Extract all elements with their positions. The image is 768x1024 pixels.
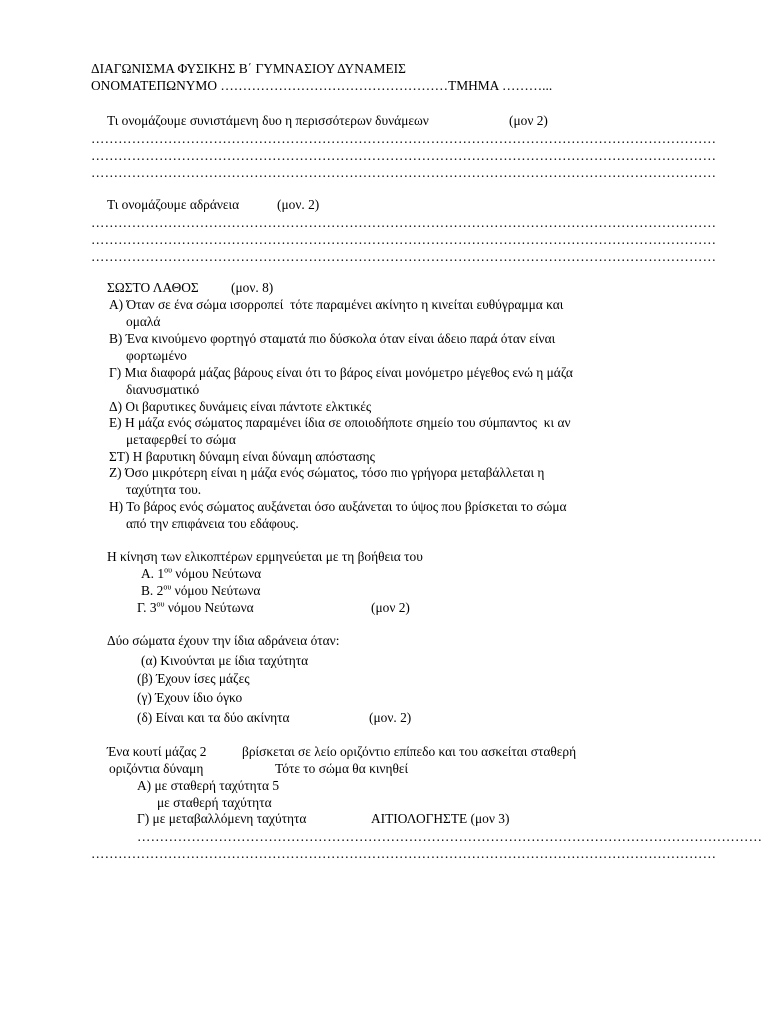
q4-option-a: Α. $1^{o\upsilon}$ νόμου Νεύτωνα — [141, 565, 262, 581]
answer-line-q1-3[interactable]: ………………………………………………………………………………………………………………………… — [91, 165, 717, 180]
question-6-justify: ΑΙΤΙΟΛΟΓΗΣΤΕ (μον 3) — [371, 811, 510, 826]
name-field[interactable]: …………………………………………… — [220, 78, 449, 93]
tf-item-h-cont: από την επιφάνεια του εδάφους. — [126, 516, 299, 531]
question-6-line-2b: Τότε το σώμα θα κινηθεί — [275, 761, 409, 776]
question-1-text: Τι ονομάζουμε συνιστάμενη δυο η περισσότερων δυνάμεων — [107, 113, 429, 128]
q5-option-c: (γ) Έχουν ίδιο όγκο — [137, 690, 243, 705]
section-field[interactable]: ………... — [501, 78, 553, 93]
q4-option-c: Γ. $3^{o\upsilon}$ νόμου Νεύτωνα — [137, 599, 254, 615]
question-4-text: Η κίνηση των ελικοπτέρων ερμηνεύεται με τη βοήθεια του — [107, 549, 423, 564]
answer-line-q2-1[interactable]: ………………………………………………………………………………………………………………………… — [91, 215, 717, 230]
q4-option-b: Β. $2^{o\upsilon}$ νόμου Νεύτωνα — [141, 582, 261, 598]
answer-line-q6-1[interactable]: ………………………………………………………………………………………………………………………… — [137, 829, 763, 844]
question-6-line-2a: οριζόντια δύναμη — [109, 761, 204, 776]
answer-line-q2-2[interactable]: ………………………………………………………………………………………………………………………… — [91, 232, 717, 247]
question-2-text: Τι ονομάζουμε αδράνεια — [107, 197, 240, 212]
true-false-heading: ΣΩΣΤΟ ΛΑΘΟΣ — [107, 280, 199, 295]
tf-item-st: ΣΤ) Η βαρυτικη δύναμη είναι δύναμη απόστασης — [109, 449, 375, 464]
answer-line-q6-2[interactable]: ………………………………………………………………………………………………………………………… — [91, 846, 717, 861]
q5-option-d: (δ) Είναι και τα δύο ακίνητα — [137, 710, 290, 725]
tf-item-c-cont: διανυσματικό — [126, 382, 200, 397]
tf-item-b: Β) Ένα κινούμενο φορτηγό σταματά πιο δύσκολα όταν είναι άδειο παρά όταν είναι — [109, 331, 556, 346]
exam-title: ΔΙΑΓΩΝΙΣΜΑ ΦΥΣΙΚΗΣ Β΄ ΓΥΜΝΑΣΙΟΥ ΔΥΝΑΜΕΙΣ — [91, 61, 406, 76]
name-label: ΟΝΟΜΑΤΕΠΩΝΥΜΟ — [91, 78, 218, 93]
section-label: ΤΜΗΜΑ — [448, 78, 499, 93]
question-6-line-1a: Ένα κουτί μάζας 2 — [107, 744, 207, 759]
answer-line-q1-1[interactable]: ………………………………………………………………………………………………………………………… — [91, 131, 717, 146]
tf-item-z: Ζ) Όσο μικρότερη είναι η μάζα ενός σώματος, τόσο πιο γρήγορα μεταβάλλεται η — [109, 465, 545, 480]
tf-item-a-cont: ομαλά — [126, 314, 161, 329]
tf-item-e-cont: μεταφερθεί το σώμα — [126, 432, 236, 447]
question-1-points: (μον 2) — [509, 113, 548, 128]
tf-item-e: Ε) Η μάζα ενός σώματος παραμένει ίδια σε οποιοδήποτε σημείο του σύμπαντος κι αν — [109, 415, 571, 430]
q6-option-a: Α) με σταθερή ταχύτητα 5 — [137, 778, 280, 793]
tf-item-c: Γ) Μια διαφορά μάζας βάρους είναι ότι το βάρος είναι μονόμετρο μέγεθος ενώ η μάζα — [109, 365, 573, 380]
question-4-points: (μον 2) — [371, 600, 410, 615]
tf-item-z-cont: ταχύτητα του. — [126, 482, 202, 497]
tf-item-b-cont: φορτωμένο — [126, 348, 187, 363]
answer-line-q2-3[interactable]: ………………………………………………………………………………………………………………………… — [91, 249, 717, 264]
q6-option-c: Γ) με μεταβαλλόμενη ταχύτητα — [137, 811, 307, 826]
question-5-text: Δύο σώματα έχουν την ίδια αδράνεια όταν: — [107, 633, 340, 648]
answer-line-q1-2[interactable]: ………………………………………………………………………………………………………………………… — [91, 148, 717, 163]
true-false-points: (μον. 8) — [231, 280, 274, 295]
q6-option-b: με σταθερή ταχύτητα — [157, 795, 272, 810]
name-line — [91, 77, 552, 94]
q5-option-a: (α) Κινούνται με ίδια ταχύτητα — [141, 653, 309, 668]
q5-option-b: (β) Έχουν ίσες μάζες — [137, 671, 250, 686]
tf-item-d: Δ) Οι βαρυτικες δυνάμεις είναι πάντοτε ελκτικές — [109, 399, 372, 414]
question-6-line-1b: βρίσκεται σε λείο οριζόντιο επίπεδο και του ασκείται σταθερή — [242, 744, 577, 759]
question-5-points: (μον. 2) — [369, 710, 412, 725]
tf-item-h: Η) Το βάρος ενός σώματος αυξάνεται όσο αυξάνεται το ύψος που βρίσκεται το σώμα — [109, 499, 567, 514]
question-2-points: (μον. 2) — [277, 197, 320, 212]
tf-item-a: Α) Όταν σε ένα σώμα ισορροπεί τότε παραμένει ακίνητο η κινείται ευθύγραμμα και — [109, 297, 564, 312]
